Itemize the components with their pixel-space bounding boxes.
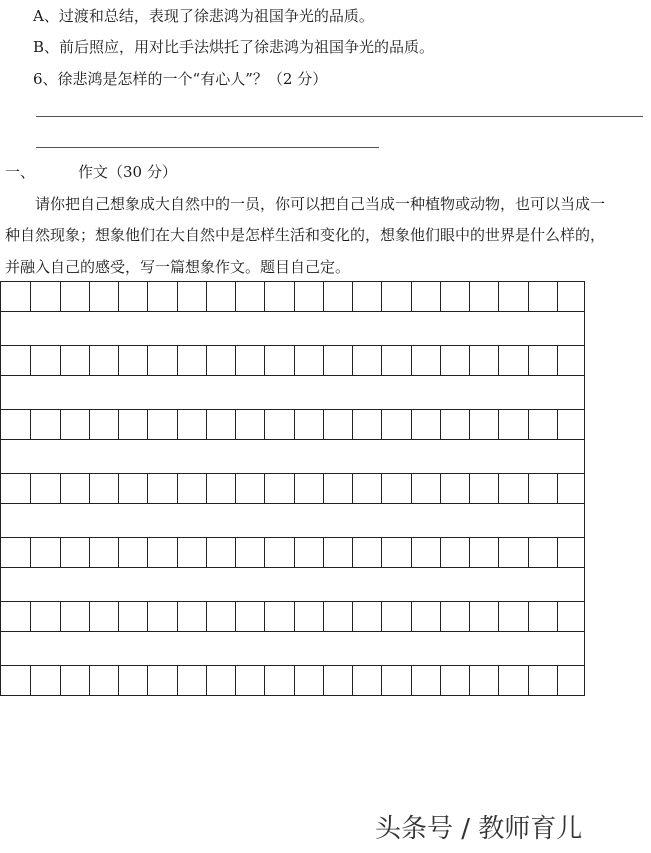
- grid-cell-divider: [381, 538, 382, 567]
- grid-cell-divider: [411, 410, 412, 439]
- grid-cell-divider: [147, 602, 148, 631]
- grid-cell-divider: [323, 346, 324, 375]
- grid-cell-divider: [177, 474, 178, 503]
- grid-cell-divider: [294, 666, 295, 695]
- grid-cell-divider: [206, 602, 207, 631]
- grid-cell-divider: [177, 282, 178, 311]
- grid-cell-divider: [528, 474, 529, 503]
- grid-cell-divider: [89, 346, 90, 375]
- grid-cell-divider: [235, 346, 236, 375]
- grid-row-gap: [0, 632, 585, 665]
- grid-cell-divider: [264, 346, 265, 375]
- writing-grid: [0, 281, 585, 696]
- grid-cell-divider: [411, 602, 412, 631]
- grid-cell-divider: [264, 666, 265, 695]
- grid-cell-divider: [557, 602, 558, 631]
- grid-cell-divider: [440, 282, 441, 311]
- grid-cell-divider: [498, 602, 499, 631]
- grid-row: [0, 409, 585, 440]
- grid-cell-divider: [381, 346, 382, 375]
- grid-cell-divider: [235, 474, 236, 503]
- grid-cell-divider: [30, 602, 31, 631]
- grid-cell-divider: [440, 666, 441, 695]
- grid-cell-divider: [147, 538, 148, 567]
- grid-cell-divider: [557, 474, 558, 503]
- grid-cell-divider: [469, 538, 470, 567]
- grid-cell-divider: [206, 538, 207, 567]
- grid-cell-divider: [147, 346, 148, 375]
- grid-cell-divider: [177, 410, 178, 439]
- grid-cell-divider: [177, 346, 178, 375]
- grid-cell-divider: [30, 666, 31, 695]
- grid-cell-divider: [294, 538, 295, 567]
- grid-cell-divider: [528, 666, 529, 695]
- answer-line-1: [36, 116, 643, 117]
- grid-cell-divider: [323, 666, 324, 695]
- grid-cell-divider: [89, 602, 90, 631]
- grid-cell-divider: [323, 538, 324, 567]
- grid-cell-divider: [177, 602, 178, 631]
- section-heading: 作文（30 分）: [78, 163, 177, 181]
- grid-cell-divider: [528, 538, 529, 567]
- prompt-line-1: 请你把自己想象成大自然中的一员，你可以把自己当成一种植物或动物，也可以当成一: [35, 195, 606, 213]
- prompt-line-2: 种自然现象；想象他们在大自然中是怎样生活和变化的，想象他们眼中的世界是什么样的，: [5, 226, 606, 244]
- grid-cell-divider: [118, 474, 119, 503]
- grid-cell-divider: [352, 538, 353, 567]
- grid-cell-divider: [411, 666, 412, 695]
- grid-cell-divider: [381, 410, 382, 439]
- grid-cell-divider: [498, 410, 499, 439]
- grid-cell-divider: [557, 282, 558, 311]
- grid-cell-divider: [60, 410, 61, 439]
- grid-cell-divider: [206, 282, 207, 311]
- grid-cell-divider: [528, 346, 529, 375]
- grid-cell-divider: [147, 282, 148, 311]
- grid-cell-divider: [235, 666, 236, 695]
- grid-cell-divider: [469, 666, 470, 695]
- grid-cell-divider: [206, 346, 207, 375]
- grid-cell-divider: [498, 474, 499, 503]
- grid-cell-divider: [381, 602, 382, 631]
- grid-row-gap: [0, 568, 585, 601]
- grid-cell-divider: [352, 410, 353, 439]
- grid-cell-divider: [206, 666, 207, 695]
- grid-cell-divider: [323, 410, 324, 439]
- grid-cell-divider: [264, 538, 265, 567]
- grid-cell-divider: [440, 538, 441, 567]
- grid-cell-divider: [440, 602, 441, 631]
- grid-cell-divider: [118, 538, 119, 567]
- grid-cell-divider: [177, 538, 178, 567]
- grid-cell-divider: [118, 282, 119, 311]
- grid-cell-divider: [30, 346, 31, 375]
- grid-cell-divider: [557, 410, 558, 439]
- grid-cell-divider: [381, 282, 382, 311]
- grid-cell-divider: [323, 602, 324, 631]
- grid-cell-divider: [411, 282, 412, 311]
- grid-cell-divider: [118, 410, 119, 439]
- grid-cell-divider: [352, 666, 353, 695]
- grid-cell-divider: [352, 282, 353, 311]
- grid-cell-divider: [147, 666, 148, 695]
- grid-cell-divider: [411, 346, 412, 375]
- grid-cell-divider: [352, 346, 353, 375]
- grid-cell-divider: [60, 346, 61, 375]
- grid-cell-divider: [147, 410, 148, 439]
- grid-row: [0, 473, 585, 504]
- grid-cell-divider: [498, 538, 499, 567]
- grid-cell-divider: [235, 282, 236, 311]
- grid-cell-divider: [89, 410, 90, 439]
- grid-cell-divider: [323, 474, 324, 503]
- grid-cell-divider: [411, 474, 412, 503]
- grid-cell-divider: [30, 474, 31, 503]
- grid-row-gap: [0, 376, 585, 409]
- grid-cell-divider: [557, 666, 558, 695]
- grid-cell-divider: [60, 666, 61, 695]
- option-a: A、过渡和总结，表现了徐悲鸿为祖国争光的品质。: [33, 7, 374, 25]
- grid-cell-divider: [60, 538, 61, 567]
- grid-cell-divider: [528, 410, 529, 439]
- grid-cell-divider: [528, 282, 529, 311]
- grid-cell-divider: [498, 666, 499, 695]
- grid-cell-divider: [264, 474, 265, 503]
- grid-row-gap: [0, 440, 585, 473]
- grid-cell-divider: [440, 474, 441, 503]
- grid-row: [0, 537, 585, 568]
- grid-cell-divider: [206, 474, 207, 503]
- grid-cell-divider: [264, 282, 265, 311]
- grid-cell-divider: [323, 282, 324, 311]
- grid-cell-divider: [381, 474, 382, 503]
- grid-cell-divider: [89, 474, 90, 503]
- grid-cell-divider: [235, 538, 236, 567]
- grid-cell-divider: [294, 282, 295, 311]
- grid-cell-divider: [30, 282, 31, 311]
- grid-cell-divider: [235, 602, 236, 631]
- grid-cell-divider: [294, 602, 295, 631]
- grid-row: [0, 665, 585, 696]
- grid-cell-divider: [30, 538, 31, 567]
- grid-cell-divider: [469, 602, 470, 631]
- grid-cell-divider: [147, 474, 148, 503]
- grid-cell-divider: [177, 666, 178, 695]
- grid-row: [0, 281, 585, 312]
- grid-cell-divider: [528, 602, 529, 631]
- grid-cell-divider: [411, 538, 412, 567]
- question-6: 6、徐悲鸿是怎样的一个“有心人”？（2 分）: [33, 70, 328, 88]
- grid-cell-divider: [206, 410, 207, 439]
- grid-cell-divider: [294, 346, 295, 375]
- grid-cell-divider: [557, 538, 558, 567]
- grid-row: [0, 601, 585, 632]
- grid-cell-divider: [498, 282, 499, 311]
- grid-cell-divider: [469, 346, 470, 375]
- grid-cell-divider: [30, 410, 31, 439]
- prompt-line-3: 并融入自己的感受，写一篇想象作文。题目自己定。: [5, 258, 351, 276]
- grid-cell-divider: [89, 666, 90, 695]
- grid-cell-divider: [118, 602, 119, 631]
- grid-cell-divider: [264, 602, 265, 631]
- grid-cell-divider: [60, 602, 61, 631]
- grid-cell-divider: [469, 474, 470, 503]
- grid-cell-divider: [118, 346, 119, 375]
- grid-cell-divider: [440, 346, 441, 375]
- grid-cell-divider: [557, 346, 558, 375]
- grid-cell-divider: [440, 410, 441, 439]
- section-number: 一、: [5, 163, 36, 181]
- grid-cell-divider: [60, 474, 61, 503]
- grid-cell-divider: [89, 538, 90, 567]
- grid-cell-divider: [381, 666, 382, 695]
- grid-cell-divider: [264, 410, 265, 439]
- grid-row-gap: [0, 504, 585, 537]
- grid-row: [0, 345, 585, 376]
- grid-cell-divider: [89, 282, 90, 311]
- grid-row-gap: [0, 312, 585, 345]
- option-b: B、前后照应，用对比手法烘托了徐悲鸿为祖国争光的品质。: [33, 38, 435, 56]
- answer-line-2: [36, 147, 379, 148]
- grid-cell-divider: [352, 602, 353, 631]
- grid-cell-divider: [469, 282, 470, 311]
- grid-cell-divider: [294, 474, 295, 503]
- grid-cell-divider: [498, 346, 499, 375]
- grid-cell-divider: [294, 410, 295, 439]
- watermark: 头条号 / 教师育儿: [375, 814, 583, 844]
- grid-cell-divider: [352, 474, 353, 503]
- grid-cell-divider: [469, 410, 470, 439]
- grid-cell-divider: [235, 410, 236, 439]
- grid-cell-divider: [60, 282, 61, 311]
- grid-cell-divider: [118, 666, 119, 695]
